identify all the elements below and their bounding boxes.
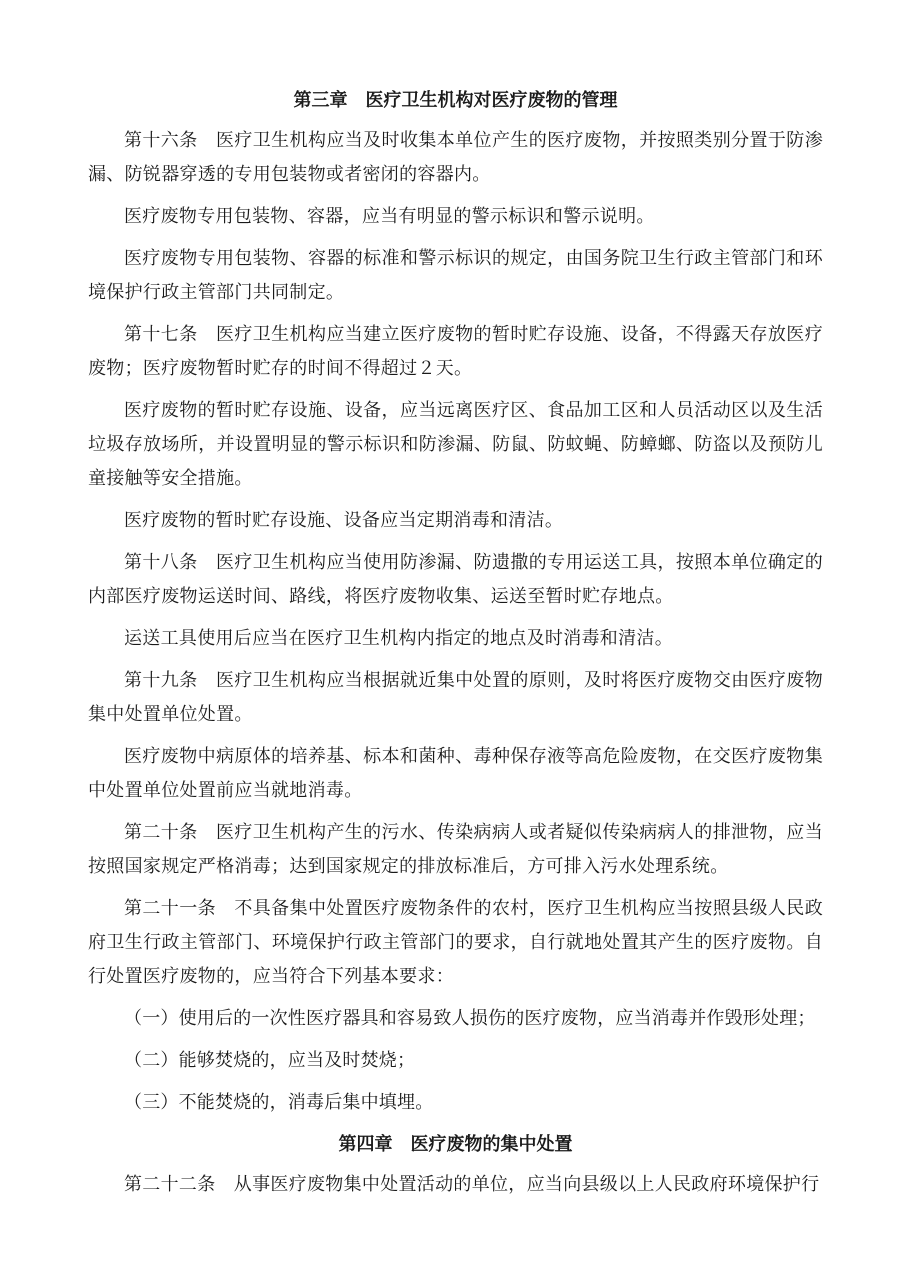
article-17: 第十七条 医疗卫生机构应当建立医疗废物的暂时贮存设施、设备，不得露天存放医疗废物；医疗废物暂时贮存的时间不得超过２天。 bbox=[88, 324, 823, 379]
article-18-para-2: 运送工具使用后应当在医疗卫生机构内指定的地点及时消毒和清洁。 bbox=[124, 628, 673, 649]
article-16: 第十六条 医疗卫生机构应当及时收集本单位产生的医疗废物，并按照类别分置于防渗漏、防锐器穿透的专用包装物或者密闭的容器内。 bbox=[88, 130, 823, 185]
article-19: 第十九条 医疗卫生机构应当根据就近集中处置的原则，及时将医疗废物交由医疗废物集中处置单位处置。 bbox=[88, 670, 823, 725]
chapter-3-title: 第三章 医疗卫生机构对医疗废物的管理 bbox=[293, 90, 618, 111]
chapter-4-title: 第四章 医疗废物的集中处置 bbox=[338, 1134, 573, 1155]
article-20: 第二十条 医疗卫生机构产生的污水、传染病病人或者疑似传染病病人的排泄物，应当按照国家规定严格消毒；达到国家规定的排放标准后，方可排入污水处理系统。 bbox=[88, 822, 823, 877]
article-17-para-2: 医疗废物的暂时贮存设施、设备，应当远离医疗区、食品加工区和人员活动区以及生活垃圾存放场所，并设置明显的警示标识和防渗漏、防鼠、防蚊蝇、防蟑螂、防盗以及预防儿童接触等安全措施。 bbox=[88, 400, 823, 489]
article-19-para-2: 医疗废物中病原体的培养基、标本和菌种、毒种保存液等高危险废物，在交医疗废物集中处置单位处置前应当就地消毒。 bbox=[88, 746, 823, 801]
article-21: 第二十一条 不具备集中处置医疗废物条件的农村，医疗卫生机构应当按照县级人民政府卫生行政主管部门、环境保护行政主管部门的要求，自行就地处置其产生的医疗废物。自行处置医疗废物的，应当符合下列基本要求： bbox=[88, 898, 823, 987]
article-16-para-2: 医疗废物专用包装物、容器，应当有明显的警示标识和警示说明。 bbox=[124, 206, 655, 227]
article-21-item-3: （三）不能焚烧的，消毒后集中填埋。 bbox=[124, 1092, 434, 1113]
article-22: 第二十二条 从事医疗废物集中处置活动的单位，应当向县级以上人民政府环境保护行 bbox=[124, 1174, 820, 1195]
document-body bbox=[88, 84, 823, 1210]
article-18: 第十八条 医疗卫生机构应当使用防渗漏、防遗撒的专用运送工具，按照本单位确定的内部医疗废物运送时间、路线，将医疗废物收集、运送至暂时贮存地点。 bbox=[88, 552, 823, 607]
article-21-item-2: （二）能够焚烧的，应当及时焚烧； bbox=[124, 1050, 416, 1071]
article-17-para-3: 医疗废物的暂时贮存设施、设备应当定期消毒和清洁。 bbox=[124, 510, 564, 531]
article-21-item-1: （一）使用后的一次性医疗器具和容易致人损伤的医疗废物，应当消毒并作毁形处理； bbox=[124, 1008, 816, 1029]
article-16-para-3: 医疗废物专用包装物、容器的标准和警示标识的规定，由国务院卫生行政主管部门和环境保护行政主管部门共同制定。 bbox=[88, 248, 823, 303]
